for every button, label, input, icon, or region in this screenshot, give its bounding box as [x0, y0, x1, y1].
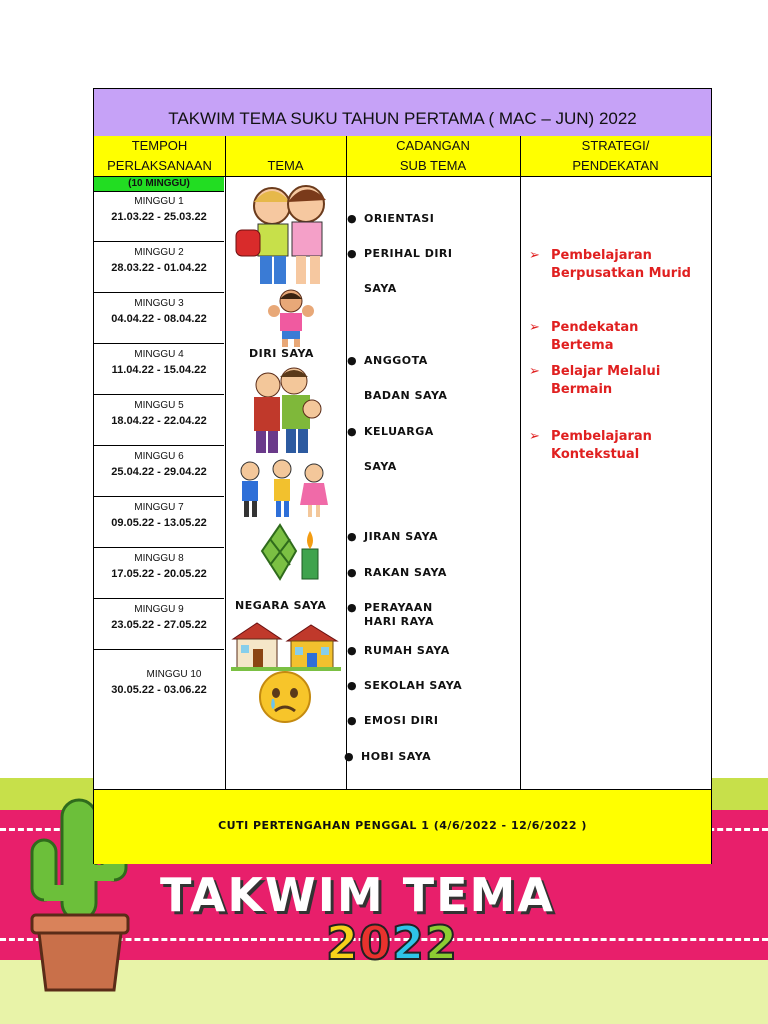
bullet-icon: ● [347, 601, 358, 614]
week-row [94, 447, 224, 497]
week-row [94, 549, 224, 599]
week-label: MINGGU 10 [146, 669, 202, 680]
bullet-icon: ● [347, 566, 358, 579]
header-text: CADANGAN [396, 138, 470, 153]
children-hugging-illustration [234, 178, 342, 290]
bullet-icon: ● [344, 750, 355, 763]
sub-theme-item [347, 247, 453, 296]
bullet-icon: ● [347, 714, 358, 727]
week-dates: 09.05.22 - 13.05.22 [111, 517, 207, 529]
sub-theme-text: RAKAN SAYA [364, 566, 447, 579]
week-label: MINGGU 8 [134, 553, 184, 564]
strong-boy-illustration [268, 287, 314, 347]
banner-title: TAKWIM TEMA [160, 868, 555, 922]
week-label: MINGGU 1 [134, 196, 184, 207]
bullet-icon: ● [347, 644, 358, 657]
strategy-item [529, 247, 701, 283]
sub-theme-text: SAYA [364, 282, 397, 295]
bullet-icon: ● [347, 679, 358, 692]
week-dates: 17.05.22 - 20.05.22 [111, 568, 207, 580]
sub-theme-text: KELUARGA [364, 425, 434, 438]
family-illustration [246, 365, 324, 455]
sub-theme-item [347, 644, 450, 658]
theme-label-negara-saya: NEGARA SAYA [235, 599, 327, 612]
header-tempoh [94, 136, 225, 176]
arrow-bullet-icon: ➢ [529, 248, 540, 263]
week-dates: 25.04.22 - 29.04.22 [111, 466, 207, 478]
header-text: STRATEGI/ [581, 138, 650, 153]
header-row [94, 136, 711, 177]
week-label: MINGGU 6 [134, 451, 184, 462]
sub-theme-text: HARI RAYA [364, 615, 434, 628]
week-row [94, 243, 224, 293]
week-dates: 11.04.22 - 15.04.22 [111, 364, 207, 376]
sad-face-emoji [256, 669, 314, 725]
week-dates: 30.05.22 - 03.06.22 [111, 684, 207, 696]
week-row [94, 345, 224, 395]
column-divider [520, 136, 521, 789]
week-row [94, 396, 224, 446]
sub-theme-text: SEKOLAH SAYA [364, 679, 463, 692]
arrow-bullet-icon: ➢ [529, 429, 540, 444]
bullet-icon: ● [347, 354, 358, 367]
week-dates: 04.04.22 - 08.04.22 [111, 313, 207, 325]
sub-theme-text: PERIHAL DIRI [364, 247, 453, 260]
week-label: MINGGU 2 [134, 247, 184, 258]
header-text: SUB TEMA [399, 158, 467, 173]
sub-theme-text: EMOSI DIRI [364, 714, 439, 727]
strategy-item [529, 363, 701, 399]
calendar-table [93, 88, 712, 864]
sub-theme-item [347, 566, 447, 580]
header-text: TEMA [267, 158, 304, 173]
year-digit: 0 [359, 916, 393, 970]
sub-theme-text: BADAN SAYA [364, 389, 448, 402]
strategy-item [529, 428, 701, 464]
house-school-illustration [231, 619, 341, 671]
sub-theme-item [347, 212, 435, 226]
year-digit: 2 [425, 916, 459, 970]
week-row [94, 294, 224, 344]
table-title: TAKWIM TEMA SUKU TAHUN PERTAMA ( MAC – JUN) 2022 [168, 109, 637, 128]
year-digit: 2 [326, 916, 360, 970]
banner-year [326, 916, 458, 970]
header-text: TEMPOH [131, 138, 188, 153]
header-text: PERLAKSANAAN [107, 158, 212, 173]
column-divider [225, 136, 226, 789]
arrow-bullet-icon: ➢ [529, 320, 540, 335]
week-row [94, 498, 224, 548]
header-cadangan [346, 136, 520, 176]
strategy-text: Pendekatan Bertema [551, 320, 639, 353]
bullet-icon: ● [347, 425, 358, 438]
arrow-bullet-icon: ➢ [529, 364, 540, 379]
sub-theme-text: PERAYAAN [364, 601, 433, 614]
sub-theme-text: JIRAN SAYA [364, 530, 439, 543]
week-row [94, 192, 224, 242]
ketupat-pelita-illustration [256, 521, 326, 583]
week-label: MINGGU 5 [134, 400, 184, 411]
title-row [94, 89, 711, 137]
sub-theme-item [347, 425, 434, 474]
sub-theme-text: ORIENTASI [364, 212, 435, 225]
week-dates: 23.05.22 - 27.05.22 [111, 619, 207, 631]
holiday-row [94, 789, 711, 864]
sub-theme-item [347, 354, 448, 403]
bullet-icon: ● [347, 212, 358, 225]
year-digit: 2 [392, 916, 426, 970]
holiday-text: CUTI PERTENGAHAN PENGGAL 1 (4/6/2022 - 12/6/2022 ) [218, 819, 587, 832]
sub-theme-item [347, 714, 439, 728]
week-label: MINGGU 4 [134, 349, 184, 360]
strategy-text: Pembelajaran Berpusatkan Murid [551, 248, 691, 281]
sub-theme-text: ANGGOTA [364, 354, 428, 367]
header-tema [225, 136, 346, 176]
week-dates: 21.03.22 - 25.03.22 [111, 211, 207, 223]
sub-theme-text: RUMAH SAYA [364, 644, 450, 657]
week-row [94, 651, 224, 789]
strategy-text: Belajar Melalui Bermain [551, 364, 661, 397]
sub-theme-item [347, 679, 463, 693]
sub-theme-item [344, 750, 432, 764]
week-row [94, 600, 224, 650]
week-dates: 18.04.22 - 22.04.22 [111, 415, 207, 427]
sub-theme-item [347, 530, 439, 544]
strategy-item [529, 319, 701, 355]
sub-theme-text: HOBI SAYA [361, 750, 432, 763]
sub-theme-text: SAYA [364, 460, 397, 473]
week-label: MINGGU 7 [134, 502, 184, 513]
bullet-icon: ● [347, 530, 358, 543]
week-label: MINGGU 3 [134, 298, 184, 309]
friends-illustration [234, 459, 330, 521]
strategy-text: Pembelajaran Kontekstual [551, 429, 652, 462]
bullet-icon: ● [347, 247, 358, 260]
header-text: PENDEKATAN [572, 158, 659, 173]
theme-label-diri-saya: DIRI SAYA [249, 347, 314, 360]
week-label: MINGGU 9 [134, 604, 184, 615]
weeks-count-label: (10 MINGGU) [94, 177, 224, 192]
header-strategi [520, 136, 711, 176]
sub-theme-item [347, 601, 434, 629]
week-dates: 28.03.22 - 01.04.22 [111, 262, 207, 274]
